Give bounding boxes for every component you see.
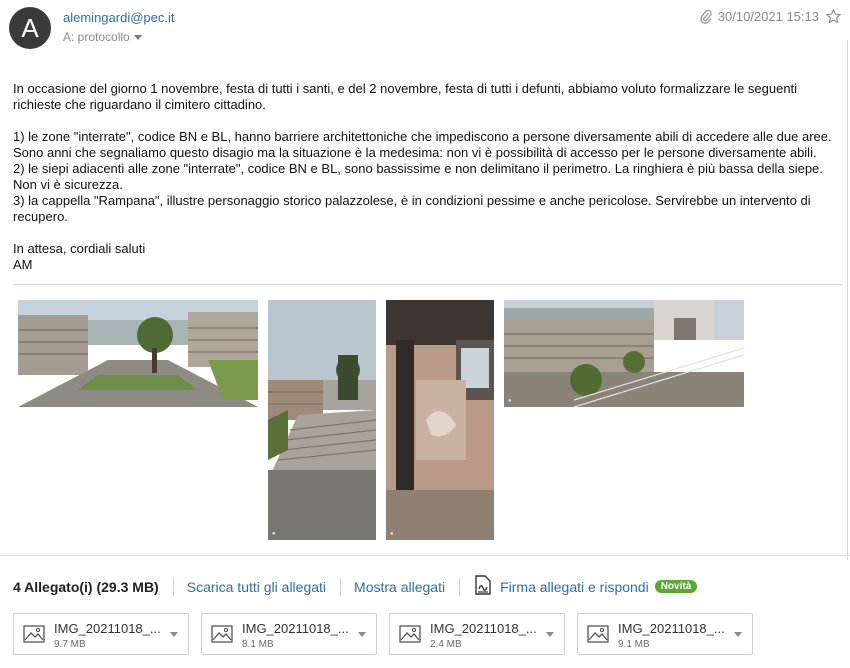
sign-and-reply-link[interactable]: Firma allegati e rispondi	[500, 578, 649, 595]
chevron-down-icon[interactable]	[734, 632, 742, 637]
body-divider	[13, 284, 842, 285]
recipient-toggle[interactable]	[63, 30, 142, 44]
attachment-file[interactable]	[577, 613, 753, 655]
message-datetime: 30/10/2021 15:13	[717, 9, 819, 24]
photo-thumbnail[interactable]	[18, 300, 258, 407]
attachment-name: IMG_20211018_...	[430, 621, 537, 636]
attachment-size: 9.7 MB	[54, 639, 86, 650]
body-line: Non vi è sicurezza.	[13, 177, 123, 192]
paperclip-icon	[700, 9, 712, 25]
body-line: Sono anni che segnaliamo questo disagio ma la situazione è la medesima: non vi è possibilità di accesso per le persone diversamente abili.	[13, 145, 817, 160]
avatar-letter: A	[21, 12, 39, 43]
photo-watermark-icon: ●	[22, 398, 26, 404]
attachments-divider	[0, 555, 850, 556]
toolbar-separator	[173, 578, 174, 596]
attachment-size: 2.4 MB	[430, 639, 462, 650]
attachment-name: IMG_20211018_...	[618, 621, 725, 636]
chevron-down-icon[interactable]	[170, 632, 178, 637]
download-all-link[interactable]: Scarica tutti gli allegati	[186, 578, 327, 595]
attachments-toolbar	[13, 574, 697, 599]
chevron-down-icon[interactable]	[358, 632, 366, 637]
toolbar-separator	[340, 578, 341, 596]
body-paragraph: In occasione del giorno 1 novembre, festa di tutti i santi, e del 2 novembre, festa di tutti i defunti, abbiamo voluto formalizzare le seguenti richieste che riguardano il cimitero cittadino.	[13, 81, 798, 112]
sender-address[interactable]: alemingardi@pec.it	[63, 10, 175, 25]
message-body	[13, 81, 843, 273]
attachment-name: IMG_20211018_...	[54, 621, 161, 636]
chevron-down-icon[interactable]	[546, 632, 554, 637]
image-file-icon	[23, 625, 45, 648]
attachment-name: IMG_20211018_...	[242, 621, 349, 636]
photo-watermark-icon: ●	[390, 531, 394, 537]
body-line: 1) le zone "interrate", codice BN e BL, hanno barriere architettoniche che impediscono a persone diversamente abili di accedere alle due aree.	[13, 129, 832, 144]
message-meta	[700, 8, 842, 25]
photo-thumbnail[interactable]	[268, 300, 376, 540]
signature-icon[interactable]	[473, 574, 493, 599]
image-file-icon	[399, 625, 421, 648]
body-line: 3) la cappella "Rampana", illustre personaggio storico palazzolese, è in condizioni pessime e anche pericolose. Servirebbe un intervento di recupero.	[13, 193, 811, 224]
attachment-file[interactable]	[201, 613, 377, 655]
closing-line: In attesa, cordiali saluti	[13, 241, 146, 256]
sender-avatar	[9, 7, 51, 49]
star-icon[interactable]	[825, 8, 842, 25]
photo-watermark-icon: ●	[508, 398, 512, 404]
attachments-count: 4 Allegato(i) (29.3 MB)	[13, 578, 159, 595]
chevron-down-icon	[134, 35, 142, 40]
photo-watermark-icon: ●	[272, 531, 276, 537]
toolbar-separator	[459, 578, 460, 596]
attachment-file[interactable]	[389, 613, 565, 655]
body-line: 2) le siepi adiacenti alle zone "interrate", codice BN e BL, sono bassissime e non delimitano il perimetro. La ringhiera è più bassa della siepe.	[13, 161, 823, 176]
image-file-icon	[211, 625, 233, 648]
image-file-icon	[587, 625, 609, 648]
attachment-size: 9.1 MB	[618, 639, 650, 650]
attachment-size: 8.1 MB	[242, 639, 274, 650]
attachment-file[interactable]	[13, 613, 189, 655]
photo-thumbnail[interactable]	[504, 300, 744, 407]
recipient-label: A: protocollo	[63, 30, 130, 44]
attachment-list	[13, 613, 753, 655]
photo-thumbnail[interactable]	[386, 300, 494, 540]
new-badge: Novità	[655, 580, 698, 593]
show-attachments-link[interactable]: Mostra allegati	[354, 578, 446, 595]
signature-line: AM	[13, 257, 33, 272]
